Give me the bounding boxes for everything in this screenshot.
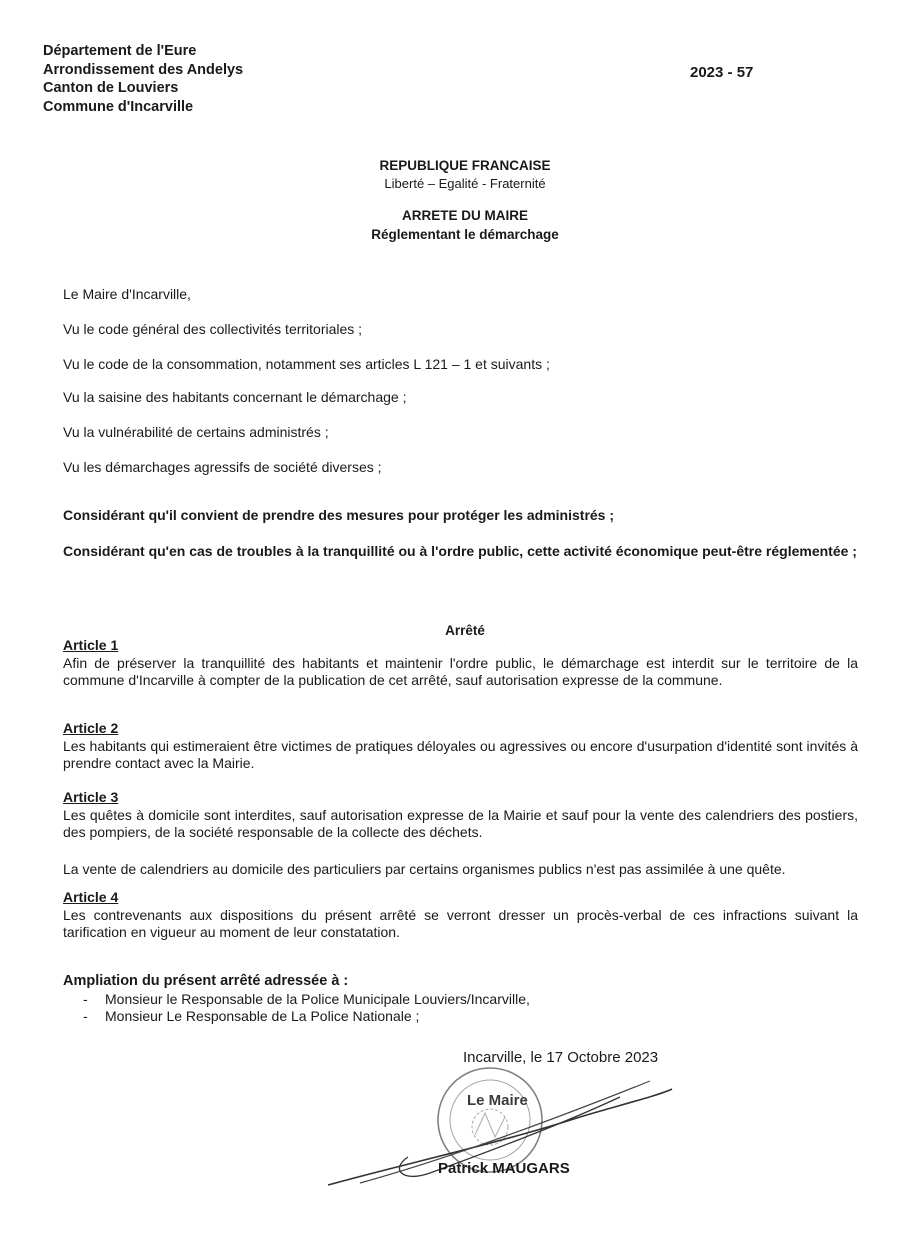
vu-item: Vu la vulnérabilité de certains administrés ; — [63, 424, 329, 440]
vu-item: Vu les démarchages agressifs de société diverses ; — [63, 459, 382, 475]
article-2-title: Article 2 — [63, 720, 119, 736]
header-arrondissement: Arrondissement des Andelys — [43, 61, 244, 78]
decree-reference: 2023 - 57 — [690, 64, 754, 81]
article-1-text: Afin de préserver la tranquillité des habitants et maintenir l'ordre public, le démarchage est interdit sur le territoire de la commune d'Incarville à compter de la publication de cet arrêté, sauf autorisation expresse de la commune. — [63, 655, 858, 688]
considerant-item: Considérant qu'il convient de prendre des mesures pour protéger les administrés ; — [63, 507, 615, 523]
administrative-header — [43, 42, 243, 116]
article-4-title: Article 4 — [63, 889, 119, 905]
article-4-text: Les contrevenants aux dispositions du présent arrêté se verront dresser un procès-verbal de ces infractions suivant la tarification en vigueur au moment de leur constatation. — [63, 907, 858, 940]
signatory-name: Patrick MAUGARS — [438, 1160, 570, 1177]
article-2-text: Les habitants qui estimeraient être victimes de pratiques déloyales ou agressives ou encore d'usurpation d'identité sont invités à prendre contact avec la Mairie. — [63, 738, 858, 771]
recipient-list — [83, 991, 530, 1025]
recipient-item: - Monsieur Le Responsable de La Police Nationale ; — [83, 1008, 420, 1024]
mayor-intro: Le Maire d'Incarville, — [63, 286, 191, 302]
header-department: Département de l'Eure — [43, 43, 197, 59]
ampliation-heading: Ampliation du présent arrêté adressée à : — [63, 973, 349, 989]
republic-motto: Liberté – Egalité - Fraternité — [384, 176, 546, 191]
header-canton: Canton de Louviers — [43, 80, 179, 96]
vu-item: Vu le code général des collectivités territoriales ; — [63, 321, 363, 337]
header-commune: Commune d'Incarville — [43, 98, 194, 115]
arrete-heading: Arrêté — [445, 623, 485, 638]
municipal-seal-icon — [438, 1068, 542, 1172]
vu-item: Vu la saisine des habitants concernant le démarchage ; — [63, 389, 407, 405]
decree-title: ARRETE DU MAIRE — [401, 208, 528, 223]
signatory-role: Le Maire — [467, 1092, 528, 1109]
article-1-title: Article 1 — [63, 637, 119, 653]
recipient-item: - Monsieur le Responsable de la Police Municipale Louviers/Incarville, — [83, 991, 530, 1007]
place-and-date: Incarville, le 17 Octobre 2023 — [463, 1049, 659, 1066]
article-3-text: Les quêtes à domicile sont interdites, sauf autorisation expresse de la Mairie et sauf pour la vente des calendriers des postiers, des pompiers, de la société responsable de la collecte des déchets. — [63, 807, 858, 840]
decree-subject: Réglementant le démarchage — [371, 227, 559, 242]
republic-heading: REPUBLIQUE FRANCAISE — [379, 158, 551, 173]
article-3-note: La vente de calendriers au domicile des particuliers par certains organismes publics n'est pas assimilée à une quête. — [63, 861, 786, 877]
vu-item: Vu le code de la consommation, notamment ses articles L 121 – 1 et suivants ; — [63, 356, 550, 372]
article-3-title: Article 3 — [63, 789, 119, 805]
considerant-item: Considérant qu'en cas de troubles à la tranquillité ou à l'ordre public, cette activité économique peut-être réglementée ; — [63, 543, 857, 559]
